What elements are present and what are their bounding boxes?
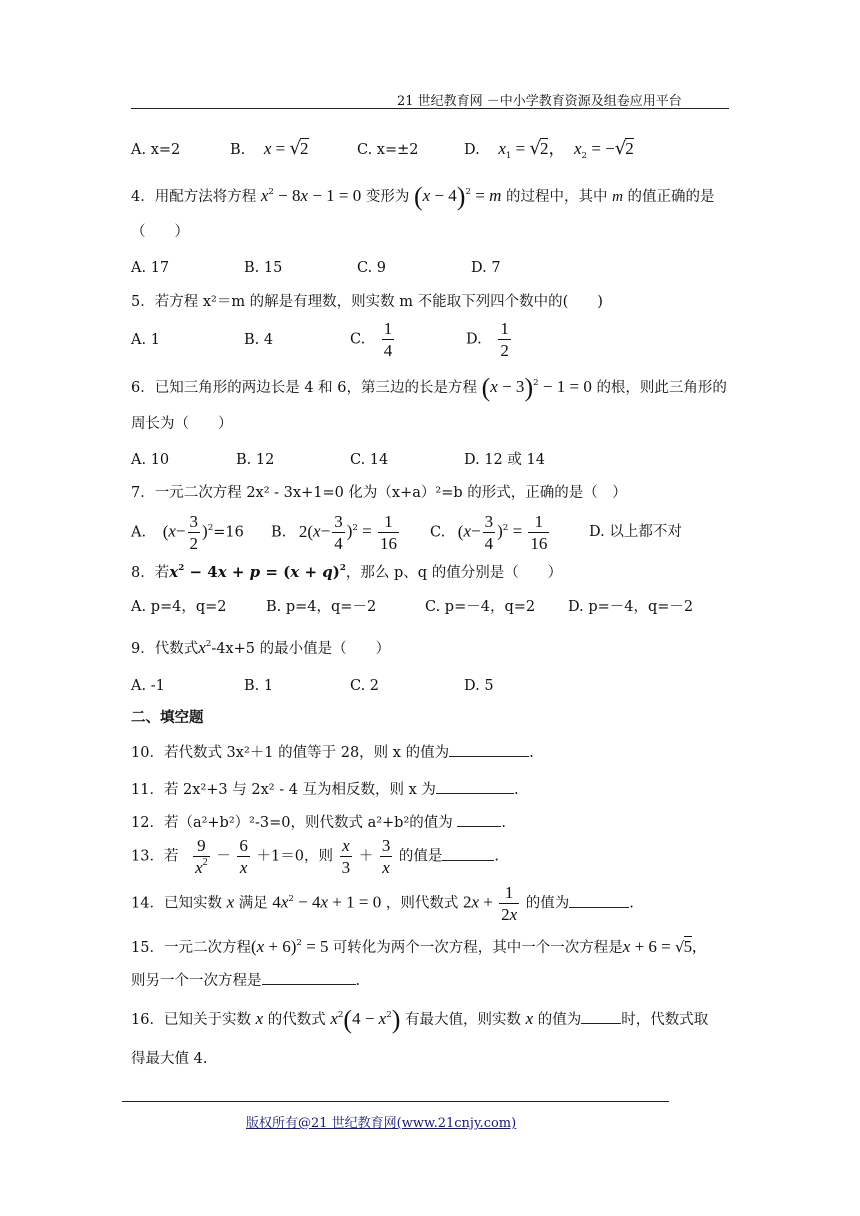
footer-link[interactable]: 版权所有@21 世纪教育网(www.21cnjy.com) [246, 1116, 517, 1131]
q6-option-c: C. 14 [350, 452, 389, 468]
q5-option-a: A. 1 [131, 332, 160, 348]
q13-stem: 13．若 $\frac{9}{x^2}$ － $\frac{6}{x}$ ＋1＝0，则 $\frac{x}{3}$ ＋ $\frac{3}{x}$ 的值是 . [131, 836, 500, 877]
footer-rule [122, 1101, 669, 1102]
q12-text: 12．若（a²+b²）²-3=0，则代数式 a²+b²的值为 [131, 815, 453, 831]
q14-stem-c: ，则代数式 [385, 895, 459, 912]
q9-option-d: D. 5 [464, 678, 494, 694]
q15-stem-b: 可转化为两个一次方程，其中一个一次方程是 [332, 940, 623, 956]
q5-option-c-label: C. [350, 331, 366, 348]
q8-option-d: D. p=－4，q=－2 [568, 599, 694, 615]
q6-stem-b: 的根，则此三角形的 [596, 380, 727, 396]
q11-text: 11．若 2x²+3 与 2x² - 4 互为相反数，则 x 为 [131, 782, 436, 798]
page-header: 21 世纪教育网 －中小学教育资源及组卷应用平台 [397, 94, 682, 109]
q10-stem: 10．若代数式 3x²＋1 的值等于 28，则 x 的值为 . [131, 745, 534, 761]
q8-option-b: B. p=4，q=－2 [266, 599, 377, 615]
q9-option-c: C. 2 [350, 678, 380, 694]
q4-option-c: C. 9 [357, 260, 387, 276]
q11-answer-blank[interactable] [436, 781, 514, 794]
q13-stem-b: － [216, 848, 231, 865]
q16-stem-c: 有最大值，则实数 [405, 1012, 522, 1028]
q16-stem: 16．已知关于实数 x 的代数式 $x^2(4 - x^2)$ 有最大值，则实数 x 的值为 时，代数式取 [131, 1005, 709, 1034]
q3-option-b-label: B. [230, 142, 246, 158]
q14-stem-d: 的值为 [525, 895, 570, 912]
q13-stem-a: 13．若 [131, 848, 179, 865]
q4-paren: （ ） [131, 224, 189, 240]
q8-stem-a: 8．若 [131, 565, 170, 581]
q4-option-d: D. 7 [471, 260, 501, 276]
q3-option-d: D. $x_1 = √2$， $x_2 = -√2$ [464, 138, 634, 161]
q8-option-c: C. p=－4，q=2 [425, 599, 536, 615]
q3-option-a: A. x=2 [131, 142, 181, 158]
q16-stem-b: 的代数式 [267, 1012, 326, 1028]
q8-option-a: A. p=4，q=2 [131, 599, 227, 615]
q6-line2: 周长为（ ） [131, 416, 233, 432]
q16-answer-blank[interactable] [581, 1011, 621, 1024]
q6-option-a: A. 10 [131, 452, 170, 468]
q6-stem: 6．已知三角形的两边长是 4 和 6，第三边的长是方程 $(x - 3)^2 - 1 = 0$ 的根，则此三角形的 [131, 373, 727, 402]
q8-stem-b: ，那么 p、q 的值分别是（ ） [345, 565, 563, 581]
q7-stem: 7．一元二次方程 2x² - 3x+1=0 化为（x+a）²=b 的形式，正确的是（ ） [131, 485, 627, 501]
q7-option-a: A. (x− $\frac{3}{2}$ )$^2$=16 [131, 512, 244, 553]
q5-option-d: D. $\frac{1}{2}$ [466, 319, 509, 360]
q13-stem-c: ＋1＝0，则 [256, 848, 333, 865]
q12-stem: 12．若（a²+b²）²-3=0，则代数式 a²+b²的值为 . [131, 815, 506, 831]
section-heading: 二、填空题 [131, 710, 204, 726]
q7-option-b: B. 2(x− $\frac{3}{4}$ )$^2$ = $\frac{1}{16}$ [271, 512, 397, 553]
q3-option-d-label: D. [464, 142, 480, 158]
q10-answer-blank[interactable] [449, 744, 529, 757]
q5-stem: 5．若方程 x²＝m 的解是有理数，则实数 m 不能取下列四个数中的( ) [131, 294, 603, 310]
q15-stem-a: 15．一元二次方程 [131, 940, 251, 956]
q3-option-c: C. x=±2 [357, 142, 419, 158]
q14-stem-a: 14．已知实数 [131, 895, 222, 912]
q12-answer-blank[interactable] [457, 814, 501, 827]
q4-option-a: A. 17 [131, 260, 170, 276]
q9-stem: 9．代数式$x^2-4x+5$ 的最小值是（ ） [131, 638, 391, 657]
q7-option-d: D. 以上都不对 [589, 524, 682, 540]
q6-option-d: D. 12 或 14 [464, 452, 545, 468]
q14-stem: 14．已知实数 x 满足 $4x^2 - 4x + 1 = 0$ ，则代数式 2x + $\frac{1}{2x}$ 的值为 . [131, 883, 634, 924]
q5-option-c: C. $\frac{1}{4}$ [350, 319, 393, 360]
q4-stem-d: 的值正确的是 [627, 189, 715, 205]
q6-stem-a: 6．已知三角形的两边长是 4 和 6，第三边的长是方程 [131, 380, 478, 396]
q15-answer-blank[interactable] [262, 972, 356, 985]
q15-line2: 则另一个一次方程是 . [131, 973, 361, 989]
q7-option-c-label: C. [430, 524, 446, 541]
q4-stem-a: 4．用配方法将方程 [131, 189, 257, 205]
q9-option-a: A. -1 [131, 678, 165, 694]
q13-stem-d: ＋ [358, 848, 374, 865]
q6-option-b: B. 12 [236, 452, 275, 468]
q9-stem-a: 9．代数式 [131, 641, 199, 657]
q11-stem: 11．若 2x²+3 与 2x² - 4 互为相反数，则 x 为 . [131, 782, 519, 798]
q7-option-a-label: A. [131, 524, 147, 541]
q8-stem: 8．若$x^2 - 4x + p = (x + q)^2$，那么 p、q 的值分别是（ ） [131, 563, 563, 581]
q4-stem: 4．用配方法将方程 $x^2 - 8x - 1 = 0$ 变形为 $(x - 4)^2 = m$ 的过程中，其中 m 的值正确的是 [131, 182, 715, 211]
q7-option-c: C. (x− $\frac{3}{4}$ )$^2$ = $\frac{1}{16}$ [430, 512, 548, 553]
q3-option-b: B. x = √2 [230, 138, 309, 159]
q13-answer-blank[interactable] [442, 848, 494, 861]
q16-stem-d: 的值为 [537, 1012, 582, 1028]
q14-answer-blank[interactable] [569, 895, 629, 908]
q4-m-var: m [612, 189, 623, 205]
q4-stem-c: 的过程中，其中 [505, 189, 608, 205]
q5-option-d-label: D. [466, 331, 482, 348]
q9-stem-b: -4x+5 的最小值是（ ） [211, 641, 391, 657]
q16-stem-a: 16．已知关于实数 [131, 1012, 251, 1028]
q7-option-b-label: B. [271, 524, 287, 541]
q9-option-b: B. 1 [244, 678, 274, 694]
q7-option-a-tail: =16 [213, 524, 244, 541]
q14-stem-b: 满足 [238, 895, 268, 912]
q15-stem: 15．一元二次方程$(x + 6)^2 = 5$ 可转化为两个一次方程，其中一个一次方程是x + 6 = √5, [131, 937, 697, 956]
q16-line2: 得最大值 4. [131, 1051, 208, 1067]
q4-stem-b: 变形为 [365, 189, 410, 205]
q15-line2-text: 则另一个一次方程是 [131, 973, 262, 989]
q16-stem-e: 时，代数式取 [621, 1012, 709, 1028]
q10-text: 10．若代数式 3x²＋1 的值等于 28，则 x 的值为 [131, 745, 450, 761]
q4-option-b: B. 15 [244, 260, 283, 276]
q5-option-b: B. 4 [244, 332, 274, 348]
q13-stem-e: 的值是 [398, 848, 443, 865]
